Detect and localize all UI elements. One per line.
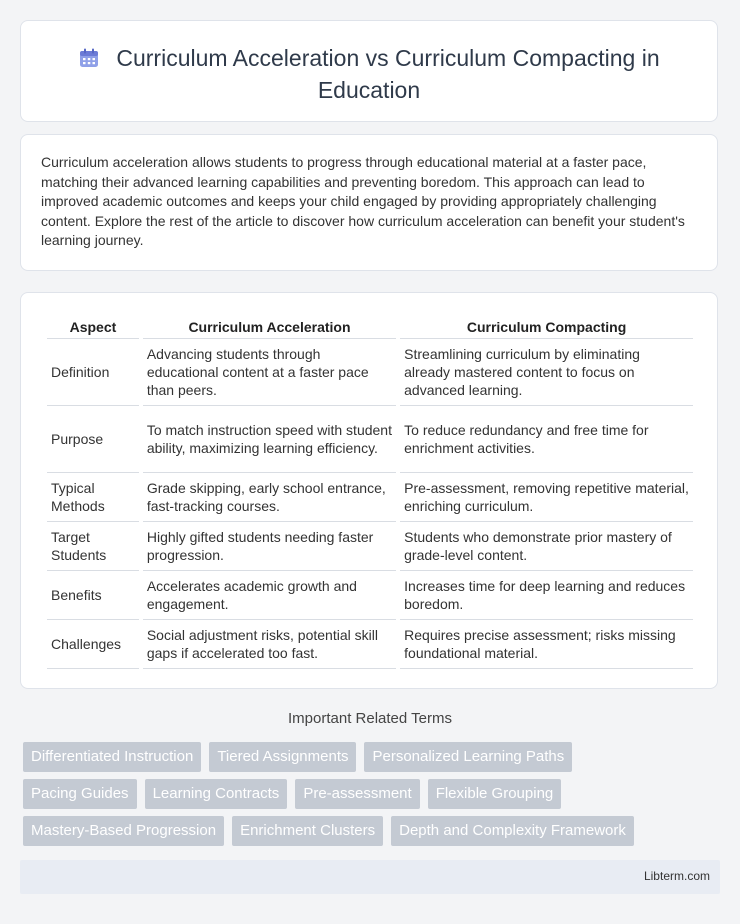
title-card (20, 20, 718, 122)
tag-learning-contracts[interactable]: Learning Contracts (145, 779, 288, 809)
cell-compacting: Streamlining curriculum by eliminating already mastered content to focus on advanced learning. (400, 339, 693, 406)
table-row (47, 406, 693, 473)
table-row (47, 473, 693, 522)
intro-card (20, 134, 718, 271)
tag-mastery-based-progression[interactable]: Mastery-Based Progression (23, 816, 224, 846)
cell-compacting: Pre-assessment, removing repetitive material, enriching curriculum. (400, 473, 693, 522)
tag-enrichment-clusters[interactable]: Enrichment Clusters (232, 816, 383, 846)
related-terms-title: Important Related Terms (288, 710, 452, 727)
tag-flexible-grouping[interactable]: Flexible Grouping (428, 779, 562, 809)
tag-tiered-assignments[interactable]: Tiered Assignments (209, 742, 356, 772)
tag-row (23, 779, 683, 809)
table-row (47, 339, 693, 406)
cell-compacting: Requires precise assessment; risks missing foundational material. (400, 620, 693, 669)
cell-compacting: To reduce redundancy and free time for enrichment activities. (400, 406, 693, 473)
cell-aspect: Benefits (47, 571, 139, 620)
table-row (47, 571, 693, 620)
header-compacting: Curriculum Compacting (400, 313, 693, 339)
cell-aspect: Challenges (47, 620, 139, 669)
cell-compacting: Students who demonstrate prior mastery of grade-level content. (400, 522, 693, 571)
cell-aspect: Target Students (47, 522, 139, 571)
cell-acceleration: Social adjustment risks, potential skill gaps if accelerated too fast. (143, 620, 396, 669)
title-line-2: Education (317, 77, 421, 103)
comparison-table (43, 313, 697, 669)
table-header-row (47, 313, 693, 339)
cell-acceleration: Advancing students through educational content at a faster pace than peers. (143, 339, 396, 406)
cell-acceleration: Highly gifted students needing faster progression. (143, 522, 396, 571)
cell-compacting: Increases time for deep learning and reduces boredom. (400, 571, 693, 620)
cell-acceleration: To match instruction speed with student ability, maximizing learning efficiency. (143, 406, 396, 473)
cell-aspect: Purpose (47, 406, 139, 473)
footer (20, 860, 720, 894)
tag-differentiated-instruction[interactable]: Differentiated Instruction (23, 742, 201, 772)
page-title (21, 44, 717, 105)
tag-personalized-learning-paths[interactable]: Personalized Learning Paths (364, 742, 572, 772)
tag-pacing-guides[interactable]: Pacing Guides (23, 779, 137, 809)
table-row (47, 522, 693, 571)
tag-row (23, 816, 683, 846)
intro-paragraph: Curriculum acceleration allows students to progress through educational material at a faster pace, matching their advanced learning capabilities and preventing boredom. This approach can lead to improved academic outcomes and keeps your child engaged by providing appropriately challenging content. Explore the rest of the article to discover how curriculum acceleration can benefit your student's learning journey. (41, 154, 685, 248)
header-aspect: Aspect (47, 313, 139, 339)
footer-site-link[interactable]: Libterm.com (643, 869, 710, 883)
cell-acceleration: Grade skipping, early school entrance, fast-tracking courses. (143, 473, 396, 522)
calendar-icon (78, 47, 100, 76)
comparison-table-card (20, 292, 718, 689)
cell-acceleration: Accelerates academic growth and engagement. (143, 571, 396, 620)
related-terms-list (23, 742, 683, 853)
tag-row (23, 742, 683, 772)
table-row (47, 620, 693, 669)
title-line-1: Curriculum Acceleration vs Curriculum Compacting in (116, 45, 660, 71)
header-acceleration: Curriculum Acceleration (143, 313, 396, 339)
tag-pre-assessment[interactable]: Pre-assessment (295, 779, 419, 809)
tag-depth-and-complexity-framework[interactable]: Depth and Complexity Framework (391, 816, 634, 846)
cell-aspect: Typical Methods (47, 473, 139, 522)
cell-aspect: Definition (47, 339, 139, 406)
